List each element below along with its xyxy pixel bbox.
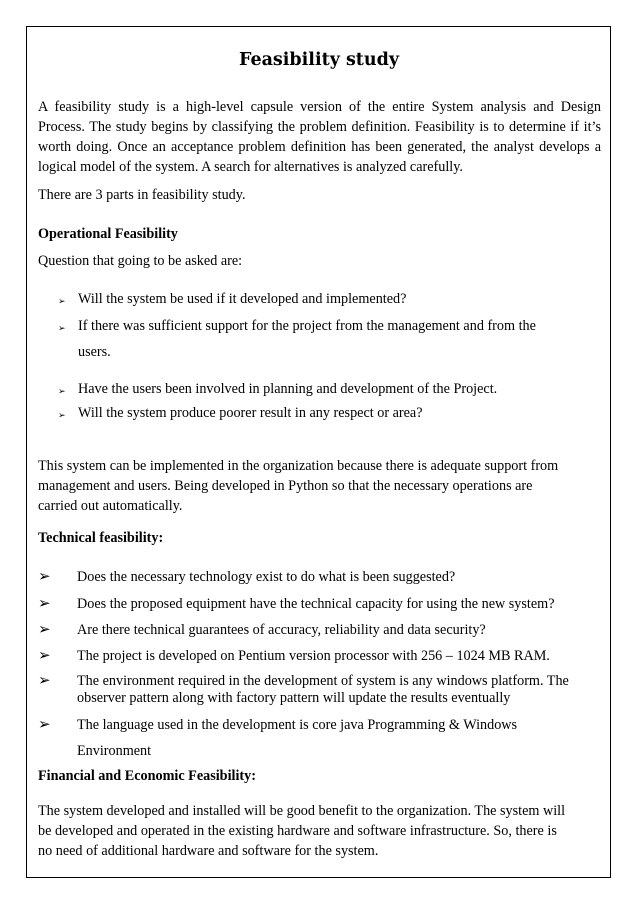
operational-conclusion-line: This system can be implemented in the organization because there is adequate support from [38,458,559,474]
operational-question: Question that going to be asked are: [38,253,243,269]
arrow-bullet-icon: ➢ [58,410,66,420]
arrow-bullet-icon: ➢ [58,296,66,306]
financial-heading: Financial and Economic Feasibility: [38,768,256,784]
arrow-bullet-icon: ➢ [38,622,51,638]
arrow-bullet-icon: ➢ [38,569,51,585]
technical-heading: Technical feasibility: [38,530,164,546]
financial-paragraph-line: no need of additional hardware and software for the system. [38,843,379,859]
operational-conclusion-line: management and users. Being developed in Python so that the necessary operations are [38,478,533,494]
financial-paragraph-line: The system developed and installed will be good benefit to the organization. The system will [38,803,566,819]
intro-paragraph: A feasibility study is a high-level capsule version of the entire System analysis and Design Process. The study begins by classifying the problem definition. Feasibility is to determine if it’s worth doing. Once an acceptance problem definition has been generated, the analyst develops a logical model of the system. A search for alternatives is analyzed carefully. [38,99,601,175]
financial-paragraph-line: be developed and operated in the existing hardware and software infrastructure. So, there is [38,823,557,839]
arrow-bullet-icon: ➢ [38,596,51,612]
arrow-bullet-icon: ➢ [38,717,51,733]
page-title: Feasibility study [238,50,400,70]
operational-conclusion-line: carried out automatically. [38,498,183,514]
parts-sentence: There are 3 parts in feasibility study. [38,187,246,203]
arrow-bullet-icon: ➢ [38,673,51,689]
arrow-bullet-icon: ➢ [38,648,51,664]
operational-heading: Operational Feasibility [38,226,178,242]
arrow-bullet-icon: ➢ [58,386,66,396]
arrow-bullet-icon: ➢ [58,323,66,333]
